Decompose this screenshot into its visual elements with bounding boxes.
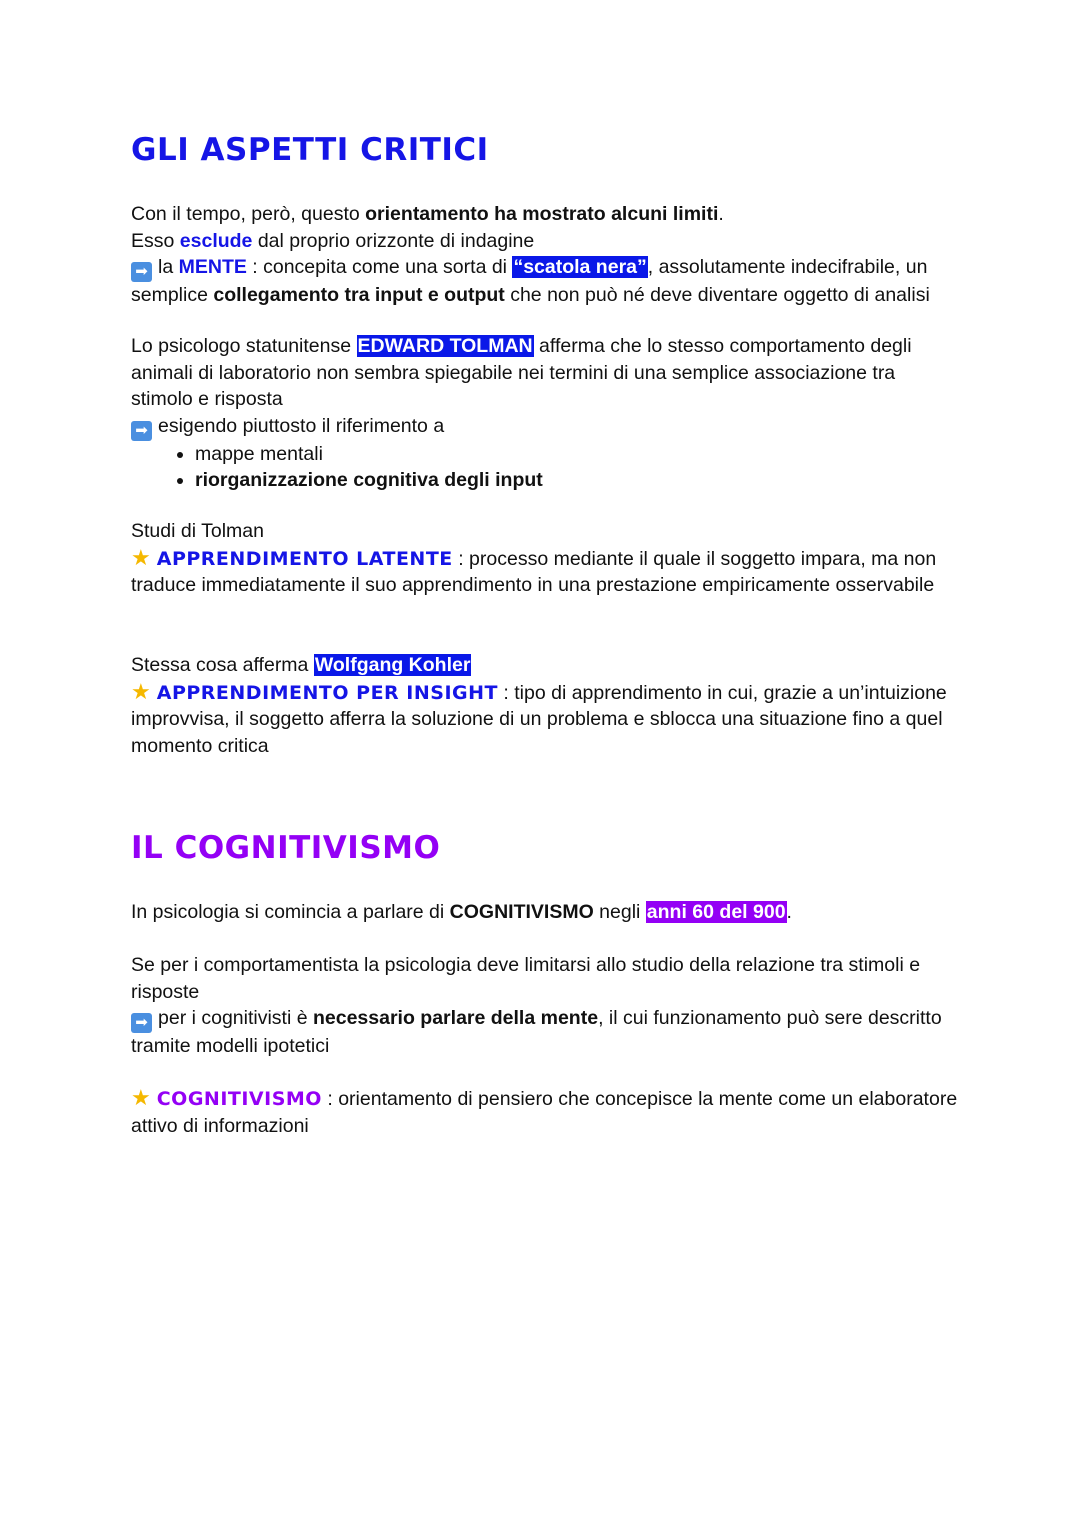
arrow-right-icon: ➡ [131, 262, 152, 282]
text: Studi di Tolman [131, 520, 264, 542]
bold-text: collegamento tra input e output [213, 284, 505, 306]
heading-cognitivismo: IL COGNITIVISMO [131, 830, 441, 866]
arrow-right-icon: ➡ [131, 1013, 152, 1033]
bold-text: orientamento ha mostrato alcuni limiti [365, 203, 719, 225]
text: Esso [131, 229, 180, 252]
paragraph-tolman [131, 333, 961, 494]
text: In psicologia si comincia a parlare di [131, 901, 450, 923]
bold-text: necessario parlare della mente [312, 1007, 599, 1029]
text: . [786, 901, 792, 923]
list-item: • mappe mentali [195, 441, 961, 468]
text: : concepita come una sorta di [246, 256, 513, 278]
highlight-scatola-nera: “scatola nera” [513, 256, 647, 278]
text: per i cognitivisti è [158, 1007, 313, 1029]
paragraph-anni-60 [131, 899, 961, 926]
text: Con il tempo, però, questo [131, 203, 366, 225]
highlight-wolfgang-kohler: Wolfgang Kohler [314, 654, 471, 676]
paragraph-latente [131, 518, 961, 599]
text: negli [593, 901, 646, 923]
text: Lo psicologo statunitense [131, 335, 357, 357]
star-icon: ★ [131, 1085, 151, 1110]
text: . [718, 203, 724, 225]
keyword-mente: MENTE [178, 256, 247, 278]
bullet-list [131, 441, 961, 494]
text: afferma che lo stesso comportamento degli animali di laboratorio non sembra spiegabile nei termini di una semplice associazione tra stimolo e risposta [131, 335, 912, 410]
bold-text: COGNITIVISMO [449, 901, 594, 923]
text: dal proprio orizzonte di indagine [252, 229, 535, 252]
term-cognitivismo: COGNITIVISMO [156, 1088, 322, 1110]
heading-aspetti-critici: GLI ASPETTI CRITICI [131, 132, 489, 168]
highlight-edward-tolman: EDWARD TOLMAN [357, 335, 533, 357]
keyword-esclude: esclude [179, 229, 253, 252]
text: , assolutamente indecifrabile, un semplice [131, 256, 928, 306]
term-apprendimento-insight: APPRENDIMENTO PER INSIGHT [156, 681, 498, 704]
arrow-right-icon: ➡ [131, 421, 152, 441]
star-icon: ★ [131, 544, 151, 570]
star-icon: ★ [131, 678, 151, 704]
text: , il cui funzionamento può sere descritto tramite modelli ipotetici [131, 1007, 942, 1057]
text: esigendo piuttosto il riferimento a [158, 414, 445, 437]
paragraph-comportamentisti [131, 952, 961, 1060]
list-item: • riorganizzazione cognitiva degli input [195, 467, 961, 494]
text: : processo mediante il quale il soggetto impara, ma non traduce immediatamente il suo apprendimento in una prestazione empiricamente osservabile [131, 547, 937, 596]
paragraph-insight [131, 652, 961, 759]
text: Se per i comportamentista la psicologia deve limitarsi allo studio della relazione tra stimoli e risposte [131, 954, 921, 1003]
text: la [158, 256, 179, 278]
paragraph-limits [131, 201, 961, 309]
paragraph-definition [131, 1085, 961, 1139]
text: che non può né deve diventare oggetto di analisi [504, 284, 930, 306]
text: : tipo di apprendimento in cui, grazie a un’intuizione improvvisa, il soggetto afferra la soluzione di un problema e sblocca una situazione fino a quel momento critica [131, 681, 947, 757]
text: : orientamento di pensiero che concepisce la mente come un elaboratore attivo di informazioni [131, 1088, 958, 1137]
highlight-anni-60: anni 60 del 900 [646, 901, 786, 923]
text: Stessa cosa afferma [131, 654, 314, 676]
term-apprendimento-latente: APPRENDIMENTO LATENTE [156, 547, 453, 570]
